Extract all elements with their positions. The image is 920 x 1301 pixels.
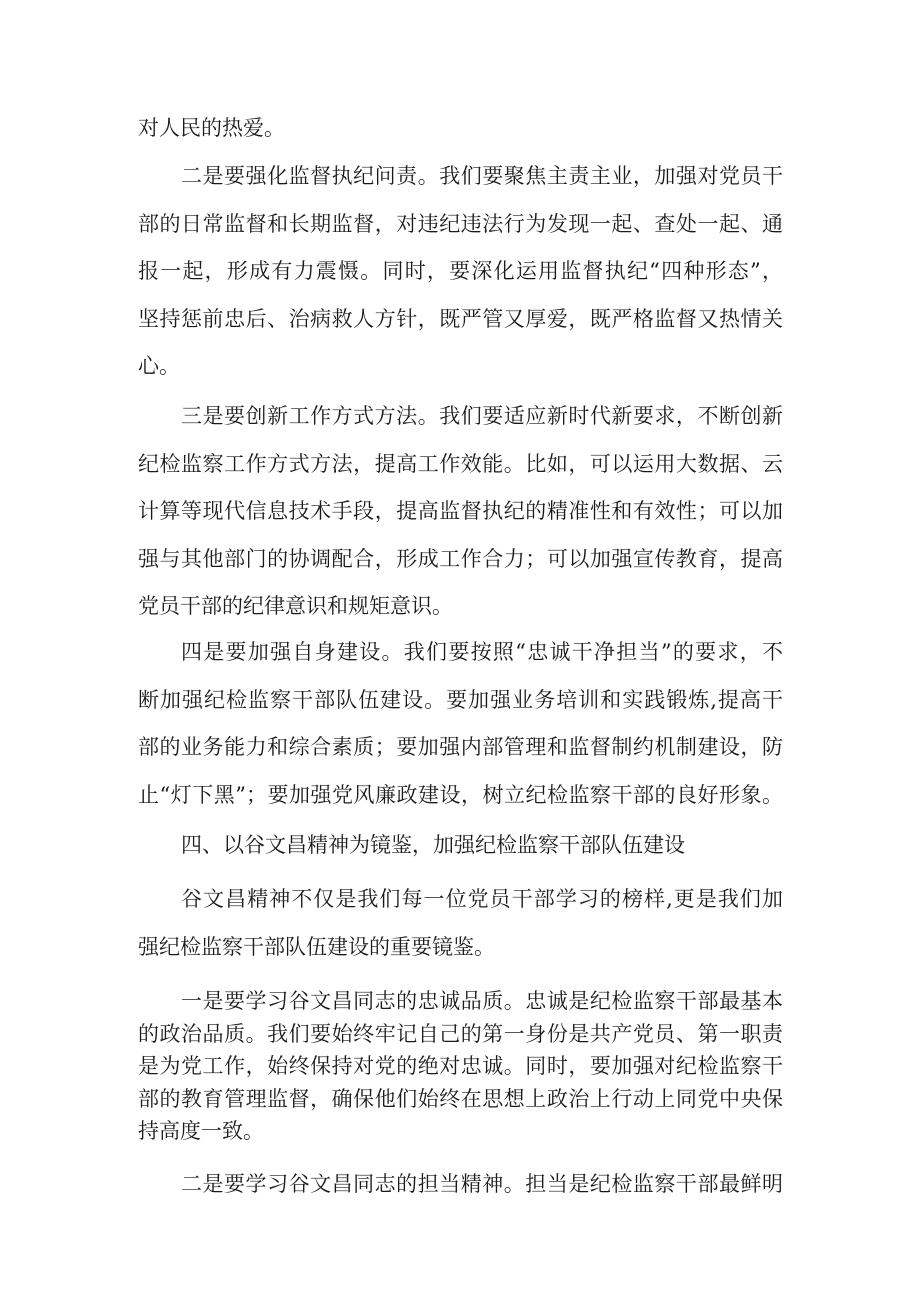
paragraph-responsibility [138,1161,783,1209]
text-line: 一是要学习谷文昌同志的忠诚品质。忠诚是纪检监察干部最基本 [181,989,783,1013]
text-line: 纪检监察工作方式方法，提高工作效能。比如，可以运用大数据、云 [138,451,783,476]
text-line: 止“灯下黑”；要加强党风廉政建设，树立纪检监察干部的良好形象。 [138,782,783,807]
text-line: 断加强纪检监察干部队伍建设。要加强业务培训和实践锻炼,提高干 [138,687,783,712]
text-line: 对人民的热爱。 [138,116,285,140]
text-line: 二是要学习谷文昌同志的担当精神。担当是纪检监察干部最鲜明 [181,1172,783,1196]
paragraph-intro [138,876,783,971]
text-line: 坚持惩前忠后、治病救人方针，既严管又厚爱，既严格监督又热情关 [138,306,783,331]
text-line: 四是要加强自身建设。我们要按照“忠诚干净担当”的要求，不 [181,640,783,664]
text-line: 是为党工作，始终保持对党的绝对忠诚。同时，要加强对纪检监察干 [138,1054,783,1078]
text-line: 的政治品质。我们要始终牢记自己的第一身份是共产党员、第一职责 [138,1021,783,1046]
section-heading [138,822,783,870]
text-line: 党员干部的纪律意识和规矩意识。 [138,594,453,618]
text-line: 强与其他部门的协调配合，形成工作合力；可以加强宣传教育，提高 [138,546,783,571]
paragraph-supervision [138,153,783,391]
text-line: 部的日常监督和长期监督，对违纪违法行为发现一起、查处一起、通 [138,211,783,236]
text-line: 报一起，形成有力震慑。同时，要深化运用监督执纪“四种形态”， [138,259,783,283]
text-line: 持高度一致。 [138,1119,264,1143]
paragraph-self-building [138,629,783,819]
text-line: 三是要创新工作方式方法。我们要适应新时代新要求，不断创新 [181,404,783,428]
text-line: 二是要强化监督执纪问责。我们要聚焦主责主业，加强对党员干 [181,164,783,188]
text-line: 谷文昌精神不仅是我们每一位党员干部学习的榜样,更是我们加 [181,887,783,911]
paragraph-continuation [138,105,783,153]
paragraph-loyalty [138,985,783,1148]
text-line: 心。 [138,354,180,378]
text-line: 部的业务能力和综合素质；要加强内部管理和监督制约机制建设，防 [138,735,783,759]
text-line: 计算等现代信息技术手段，提高监督执纪的精准性和有效性；可以加 [138,499,783,523]
text-line: 强纪检监察干部队伍建设的重要镜鉴。 [138,934,495,959]
heading-text: 四、以谷文昌精神为镜鉴，加强纪检监察干部队伍建设 [181,833,685,857]
text-line: 部的教育管理监督，确保他们始终在思想上政治上行动上同党中央保 [138,1086,783,1111]
paragraph-innovation [138,393,783,631]
